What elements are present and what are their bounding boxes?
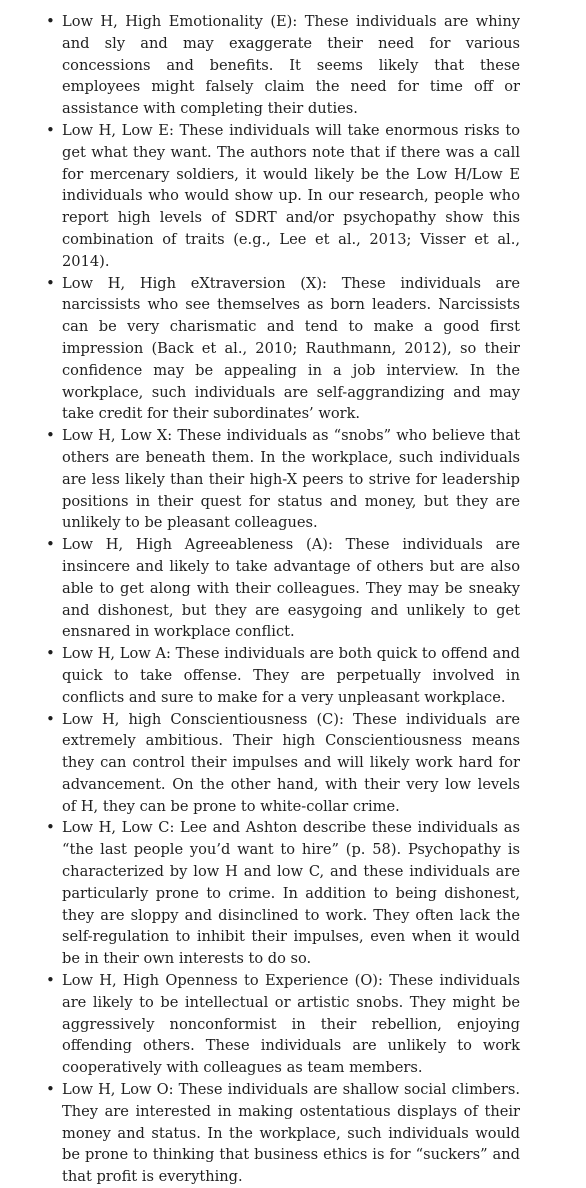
bullet-icon: • — [46, 818, 55, 837]
bullet-icon: • — [46, 426, 55, 445]
bullet-icon: • — [46, 12, 55, 30]
list-item-text: Low H, Low X: These individuals as “snobs” who believe that others are beneath them. In the workplace, such individuals are less likely than their high-X peers to strive for leadership positions in their quest for status and money, but they are unlikely to be pleasant colleagues. — [62, 427, 520, 532]
bullet-icon: • — [46, 120, 55, 139]
bullet-icon: • — [46, 535, 55, 554]
trait-combination-list — [0, 11, 586, 1188]
list-item-text: Low H, High Openness to Experience (O): These individuals are likely to be intellectual or artistic snobs. They might be aggressively nonconformist in their rebellion, enjoying offending others. These individuals are unlikely to work cooperatively with colleagues as team members. — [62, 972, 520, 1077]
bullet-icon: • — [46, 1080, 55, 1099]
list-item-low-h-low-e — [0, 120, 586, 273]
list-item-text: Low H, Low E: These individuals will take enormous risks to get what they want. The authors note that if there was a call for mercenary soldiers, it would likely be the Low H/Low E individuals who would show up. In our research, people who report high levels of SDRT and/or psychopathy show this combination of traits (e.g., Lee et al., 2013; Visser et al., 2014). — [62, 121, 520, 270]
list-item-low-h-low-o — [0, 1079, 586, 1188]
list-item-text: Low H, Low A: These individuals are both quick to offend and quick to take offense. They are perpetually involved in conflicts and sure to make for a very unpleasant workplace. — [62, 645, 520, 706]
bullet-icon: • — [46, 709, 55, 728]
list-item-text: Low H, Low C: Lee and Ashton describe these individuals as “the last people you’d want to hire” (p. 58). Psychopathy is characterized by low H and low C, and these individuals are particularly prone to crime. In addition to being dishonest, they are sloppy and disinclined to work. They often lack the self-regulation to inhibit their impulses, even when it would be in their own interests to do so. — [62, 819, 520, 968]
list-item-low-h-high-c — [0, 709, 586, 818]
list-item-text: Low H, Low O: These individuals are shallow social climbers. They are interested in making ostentatious displays of their money and status. In the workplace, such individuals would be prone to thinking that business ethics is for “suckers” and that profit is everything. — [62, 1081, 520, 1186]
list-item-low-h-low-a — [0, 643, 586, 708]
list-item-low-h-low-c — [0, 817, 586, 970]
list-item-low-h-high-o — [0, 970, 586, 1079]
bullet-icon: • — [46, 971, 55, 990]
list-item-low-h-low-x — [0, 425, 586, 534]
list-item-text: Low H, High Emotionality (E): These individuals are whiny and sly and may exaggerate their need for various concessions and benefits. It seems likely that these employees might falsely claim the need for time off or assistance with completing their duties. — [62, 13, 520, 118]
list-item-text: Low H, High Agreeableness (A): These individuals are insincere and likely to take advantage of others but are also able to get along with their colleagues. They may be sneaky and dishonest, but they are easygoing and unlikely to get ensnared in workplace conflict. — [62, 536, 520, 641]
list-item-text: Low H, high Conscientiousness (C): These individuals are extremely ambitious. Their high Conscientiousness means they can control their impulses and will likely work hard for advancement. On the other hand, with their very low levels of H, they can be prone to white-collar crime. — [62, 710, 520, 815]
list-item-low-h-high-x — [0, 273, 586, 426]
list-item-text: Low H, High eXtraversion (X): These individuals are narcissists who see themselves as born leaders. Narcissists can be very charismatic and tend to make a good first impression (Back et al., 2010; Rauthmann, 2012), so their confidence may be appealing in a job interview. In the workplace, such individuals are self-aggrandizing and may take credit for their subordinates’ work. — [62, 274, 520, 423]
list-item-low-h-high-a — [0, 534, 586, 643]
list-item-low-h-high-e — [0, 11, 586, 120]
bullet-icon: • — [46, 644, 55, 663]
document-page — [0, 11, 586, 1188]
bullet-icon: • — [46, 273, 55, 292]
